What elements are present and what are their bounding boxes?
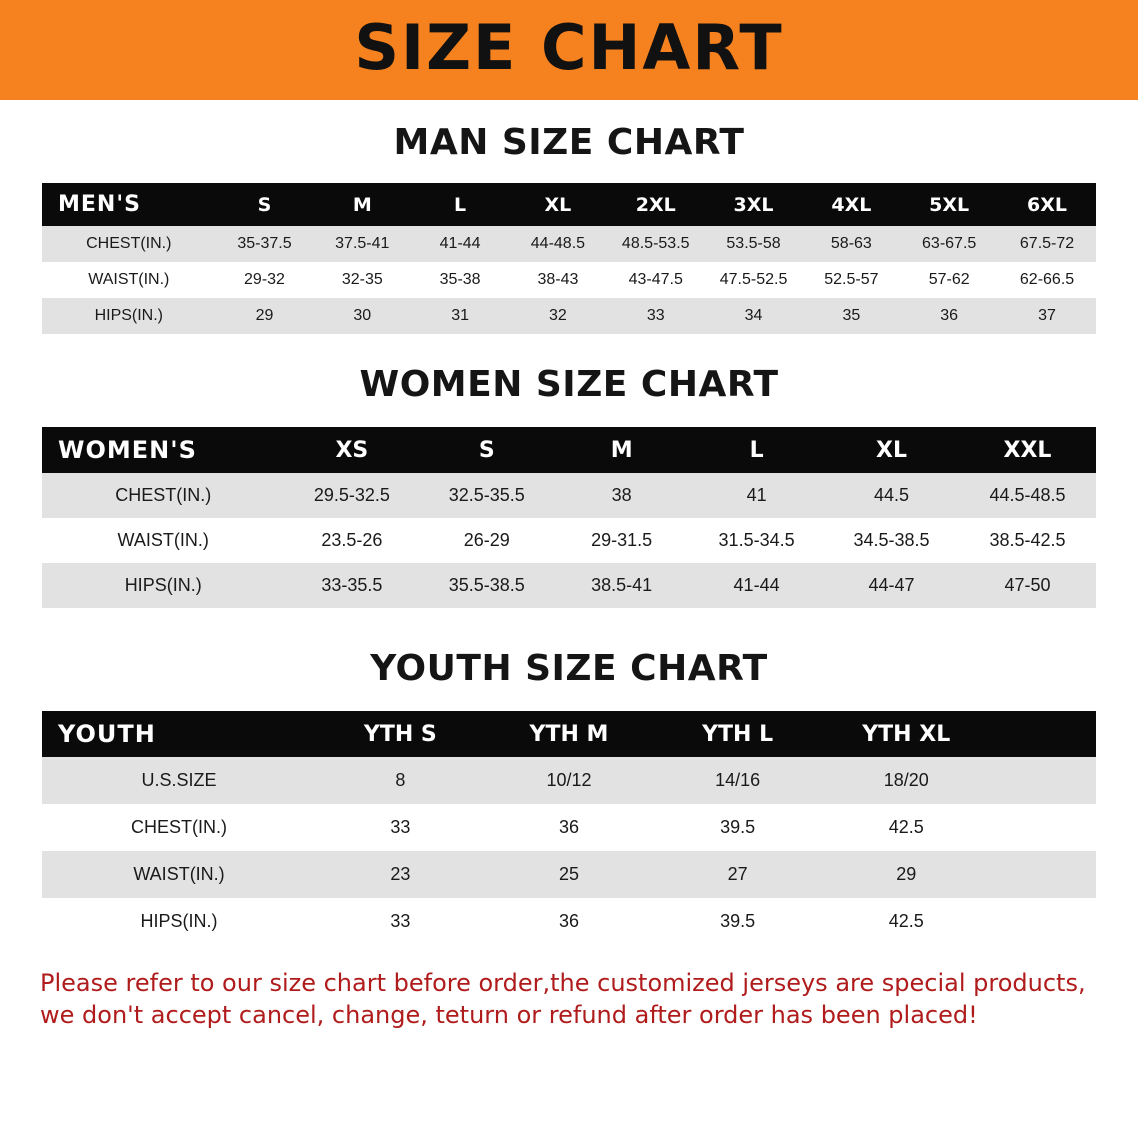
cell-spacer: [991, 898, 1096, 945]
cell: 38.5-42.5: [989, 530, 1066, 550]
col-header-s: S: [257, 193, 272, 216]
cell: 47.5-52.5: [719, 271, 788, 288]
col-header-spacer: [991, 711, 1096, 757]
cell: 36: [940, 307, 959, 324]
row-label-chest: CHEST(IN.): [115, 485, 212, 505]
cell: 63-67.5: [922, 235, 977, 252]
col-header-s: S: [478, 437, 495, 463]
cell: 32: [549, 307, 567, 324]
col-header-xl: XL: [875, 437, 907, 463]
cell: 48.5-53.5: [621, 235, 690, 252]
cell: 10/12: [546, 770, 592, 790]
cell: 27: [727, 864, 748, 884]
cell: 44.5: [873, 485, 909, 505]
man-size-table-wrap: [42, 183, 1096, 334]
cell: 35: [842, 307, 861, 324]
women-size-table-wrap: [42, 427, 1096, 608]
cell: 43-47.5: [628, 271, 683, 288]
table-row: [42, 851, 1096, 898]
table-row: [42, 298, 1096, 334]
table-header-row: [42, 427, 1096, 473]
cell: 14/16: [715, 770, 761, 790]
col-header-xs: XS: [335, 437, 369, 463]
cell: 34.5-38.5: [853, 530, 930, 550]
youth-size-table: [42, 711, 1096, 945]
cell-spacer: [991, 757, 1096, 804]
col-header-womens: WOMEN'S: [58, 436, 197, 464]
cell: 44-47: [868, 575, 915, 595]
table-row: [42, 757, 1096, 804]
cell: 26-29: [463, 530, 510, 550]
cell: 8: [395, 770, 406, 790]
col-header-5xl: 5XL: [929, 193, 970, 216]
cell: 38-43: [537, 271, 579, 288]
cell: 38: [611, 485, 632, 505]
women-section-heading: WOMEN SIZE CHART: [359, 364, 779, 405]
cell: 35-38: [439, 271, 481, 288]
cell-spacer: [991, 851, 1096, 898]
col-header-yth-xl: YTH XL: [862, 721, 951, 747]
disclaimer-note: [40, 967, 1098, 1032]
youth-section-heading: YOUTH SIZE CHART: [370, 648, 768, 689]
col-header-mens: MEN'S: [58, 192, 141, 217]
disclaimer-line-1: Please refer to our size chart before order,the customized jerseys are special products,: [40, 969, 1086, 997]
cell: 32-35: [341, 271, 383, 288]
cell: 37: [1038, 307, 1056, 324]
cell: 33: [646, 307, 665, 324]
cell: 35.5-38.5: [448, 575, 525, 595]
table-row: [42, 473, 1096, 518]
col-header-youth: YOUTH: [58, 720, 156, 748]
row-label-hips: HIPS(IN.): [124, 575, 202, 595]
row-label-hips: HIPS(IN.): [140, 911, 218, 931]
col-header-yth-m: YTH M: [529, 721, 609, 747]
col-header-m: M: [352, 193, 372, 216]
man-section-heading: MAN SIZE CHART: [393, 122, 745, 163]
cell: 31: [451, 307, 469, 324]
cell: 33-35.5: [321, 575, 383, 595]
cell: 34: [744, 307, 763, 324]
cell: 25: [558, 864, 579, 884]
col-header-m: M: [610, 437, 633, 463]
banner: [0, 0, 1138, 100]
cell: 29-32: [244, 271, 285, 288]
cell: 42.5: [888, 911, 924, 931]
col-header-xxl: XXL: [1003, 437, 1052, 463]
row-label-waist: WAIST(IN.): [88, 271, 170, 288]
col-header-yth-s: YTH S: [363, 721, 437, 747]
cell: 41-44: [733, 575, 780, 595]
row-label-us-size: U.S.SIZE: [141, 770, 217, 790]
col-header-xl: XL: [544, 193, 572, 216]
cell: 36: [558, 817, 579, 837]
cell: 30: [353, 307, 372, 324]
cell: 33: [390, 911, 411, 931]
cell: 29-31.5: [591, 530, 653, 550]
col-header-l: L: [749, 437, 764, 463]
cell: 39.5: [720, 817, 756, 837]
disclaimer-line-2: we don't accept cancel, change, teturn or refund after order has been placed!: [40, 1001, 978, 1030]
table-row: [42, 563, 1096, 608]
table-row: [42, 226, 1096, 262]
table-row: [42, 804, 1096, 851]
women-size-table: [42, 427, 1096, 608]
cell: 67.5-72: [1019, 235, 1075, 252]
cell: 31.5-34.5: [718, 530, 795, 550]
table-header-row: [42, 711, 1096, 757]
cell: 33: [390, 817, 411, 837]
cell: 57-62: [928, 271, 970, 288]
youth-size-table-wrap: [42, 711, 1096, 945]
cell: 32.5-35.5: [448, 485, 525, 505]
cell: 29: [255, 307, 274, 324]
row-label-waist: WAIST(IN.): [117, 530, 209, 550]
cell: 58-63: [830, 235, 872, 252]
row-label-waist: WAIST(IN.): [133, 864, 225, 884]
table-header-row: [42, 183, 1096, 226]
cell: 53.5-58: [726, 235, 781, 252]
row-label-chest: CHEST(IN.): [86, 235, 172, 252]
cell: 36: [558, 911, 579, 931]
cell: 62-66.5: [1019, 271, 1075, 288]
col-header-4xl: 4XL: [831, 193, 872, 216]
table-row: [42, 262, 1096, 298]
cell: 18/20: [883, 770, 929, 790]
banner-title: SIZE CHART: [354, 11, 784, 84]
cell: 39.5: [720, 911, 756, 931]
cell: 44-48.5: [530, 235, 586, 252]
cell: 29.5-32.5: [313, 485, 390, 505]
col-header-l: L: [454, 193, 467, 216]
cell-spacer: [991, 804, 1096, 851]
cell: 23.5-26: [321, 530, 383, 550]
cell: 41: [746, 485, 767, 505]
col-header-3xl: 3XL: [733, 193, 774, 216]
col-header-6xl: 6XL: [1027, 193, 1068, 216]
cell: 23: [390, 864, 411, 884]
cell: 37.5-41: [335, 235, 390, 252]
cell: 41-44: [439, 235, 481, 252]
col-header-2xl: 2XL: [635, 193, 676, 216]
cell: 44.5-48.5: [989, 485, 1066, 505]
man-size-table: [42, 183, 1096, 334]
cell: 42.5: [888, 817, 924, 837]
cell: 38.5-41: [591, 575, 653, 595]
cell: 29: [896, 864, 917, 884]
cell: 47-50: [1004, 575, 1051, 595]
row-label-chest: CHEST(IN.): [131, 817, 228, 837]
table-row: [42, 518, 1096, 563]
cell: 52.5-57: [824, 271, 879, 288]
row-label-hips: HIPS(IN.): [94, 307, 164, 324]
table-row: [42, 898, 1096, 945]
cell: 35-37.5: [237, 235, 292, 252]
col-header-yth-l: YTH L: [702, 721, 774, 747]
